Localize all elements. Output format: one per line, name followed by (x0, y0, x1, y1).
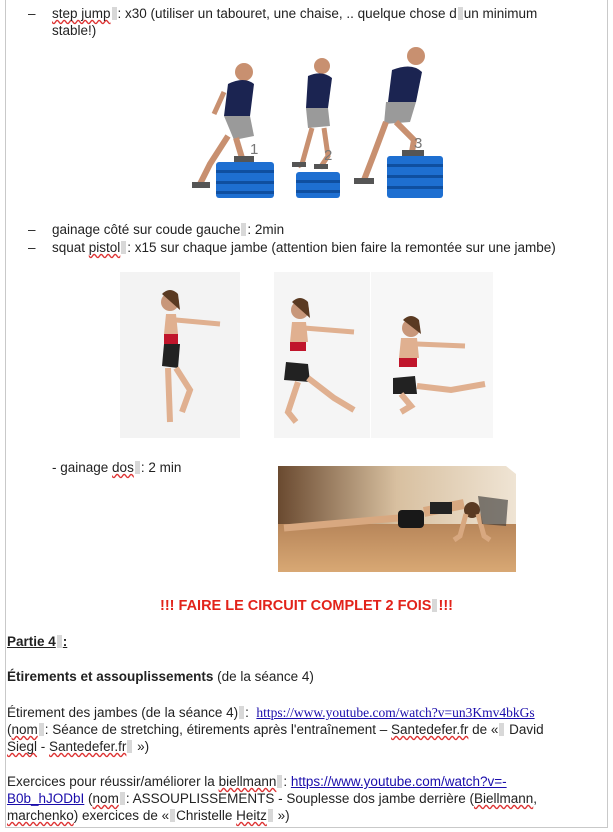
paragraph-biellmann (7, 773, 605, 824)
link-biellmann-cont[interactable]: B0b_hJODbI (7, 791, 85, 806)
gainage-cote-text: gainage côté sur coude gauche (52, 222, 241, 237)
formatting-mark (268, 809, 273, 822)
bullet-dash: – (28, 6, 36, 21)
step-box-2 (296, 172, 340, 198)
bullet-dash: – (28, 240, 36, 255)
partie4-heading (7, 634, 67, 649)
term-nom: nom (11, 722, 38, 737)
etirements-rest: (de la séance 4) (213, 669, 314, 684)
jambes-desc1: : Séance de stretching, étirements après l'entraînement – (44, 722, 392, 737)
biellmann-colon: : (283, 774, 288, 789)
back-plank-image (278, 466, 516, 572)
term-nom-2: nom (92, 791, 119, 806)
squat-pistol-image-3 (371, 272, 493, 438)
jambes-desc2: de « (468, 722, 499, 737)
formatting-mark (499, 723, 504, 736)
formatting-mark (39, 723, 44, 736)
link-etirement-jambes[interactable]: https://www.youtube.com/watch?v=un3Kmv4bkGs (256, 705, 535, 720)
formatting-mark (241, 223, 246, 236)
jambes-end: ») (133, 739, 150, 754)
biellmann-author-first: Christelle (176, 808, 237, 823)
bullet-dash: – (28, 222, 36, 237)
biellmann-open: ( (84, 791, 93, 806)
bullet-gainage-dos (52, 460, 181, 475)
biellmann-end: ») (273, 808, 290, 823)
step-label-1: 1 (250, 141, 259, 158)
squat-pistol-image-2 (274, 272, 370, 438)
gainage-dos-duration: : 2 min (140, 460, 182, 475)
link-biellmann[interactable]: https://www.youtube.com/watch?v=- (290, 774, 507, 789)
squat-text: : x15 sur chaque jambe (attention bien faire la remontée sur une jambe) (127, 240, 556, 255)
bullet-gainage-cote (28, 222, 284, 237)
squat-pistol-image-1 (120, 272, 240, 438)
term-biellmann-2: Biellmann (473, 791, 534, 806)
gainage-dos-prefix: - gainage (52, 460, 113, 475)
jambes-colon: : (245, 705, 249, 720)
gainage-cote-duration: : 2min (247, 222, 285, 237)
circuit-title-text: !!! FAIRE LE CIRCUIT COMPLET 2 FOIS (160, 598, 432, 614)
bullet-squat-pistol (28, 240, 556, 255)
formatting-mark (458, 7, 463, 20)
formatting-mark (432, 599, 437, 612)
term-siegl: Siegl (7, 739, 38, 754)
formatting-mark (277, 775, 282, 788)
step-box-1 (216, 162, 274, 198)
step-label-2: 2 (324, 147, 333, 164)
paragraph-etirement-jambes: Étirement des jambes (de la séance 4) : https://www.youtube.com/watch?v=un3Kmv4bkGs (nom : Séance de stretching, étirements après l'entraînement – Santedefer.fr de « David Siegl - Santedefer.fr ») (7, 705, 544, 754)
term-dos: dos (112, 460, 134, 475)
step-box-3 (387, 156, 443, 198)
circuit-title-end: !!! (438, 598, 453, 614)
biellmann-desc1: : ASSOUPLISSEMENTS - Souplesse dos jambe derrière ( (125, 791, 474, 806)
formatting-mark (135, 461, 140, 474)
term-santedefer-2: Santedefer.fr (49, 739, 127, 754)
biellmann-comma: , (533, 791, 537, 806)
step-up-image (184, 44, 444, 206)
biellmann-label: Exercices pour réussir/améliorer la (7, 774, 219, 789)
formatting-mark (57, 635, 62, 648)
formatting-mark (121, 241, 126, 254)
circuit-title (0, 598, 613, 614)
term-biellmann: biellmann (218, 774, 277, 789)
formatting-mark (120, 792, 125, 805)
bullet-step-jump (28, 6, 537, 21)
squat-prefix: squat (52, 240, 89, 255)
partie4-heading-text: Partie 4 (7, 634, 56, 649)
formatting-mark (127, 740, 132, 753)
jambes-author-first: David (505, 722, 544, 737)
term-marchenko: marchenko (7, 808, 74, 823)
step-jump-text-line2: stable!) (52, 23, 97, 38)
jambes-author-sep: - (37, 739, 50, 754)
partie4-heading-colon: : (62, 634, 68, 649)
term-santedefer: Santedefer.fr (391, 722, 469, 737)
term-heitz: Heitz (236, 808, 267, 823)
term-step-jump: step jump (52, 6, 111, 21)
step-jump-text-b: un minimum (463, 6, 538, 21)
formatting-mark (112, 7, 117, 20)
biellmann-desc2: ) exercices de « (73, 808, 170, 823)
formatting-mark (239, 706, 244, 719)
formatting-mark (170, 809, 175, 822)
step-label-3: 3 (414, 135, 423, 152)
term-pistol: pistol (88, 240, 121, 255)
step-jump-text: : x30 (utiliser un tabouret, une chaise, .. quelque chose d (117, 6, 457, 21)
jambes-label: Étirement des jambes (de la séance 4) (7, 705, 239, 720)
etirements-heading (7, 669, 314, 684)
etirements-bold: Étirements et assouplissements (7, 669, 214, 684)
